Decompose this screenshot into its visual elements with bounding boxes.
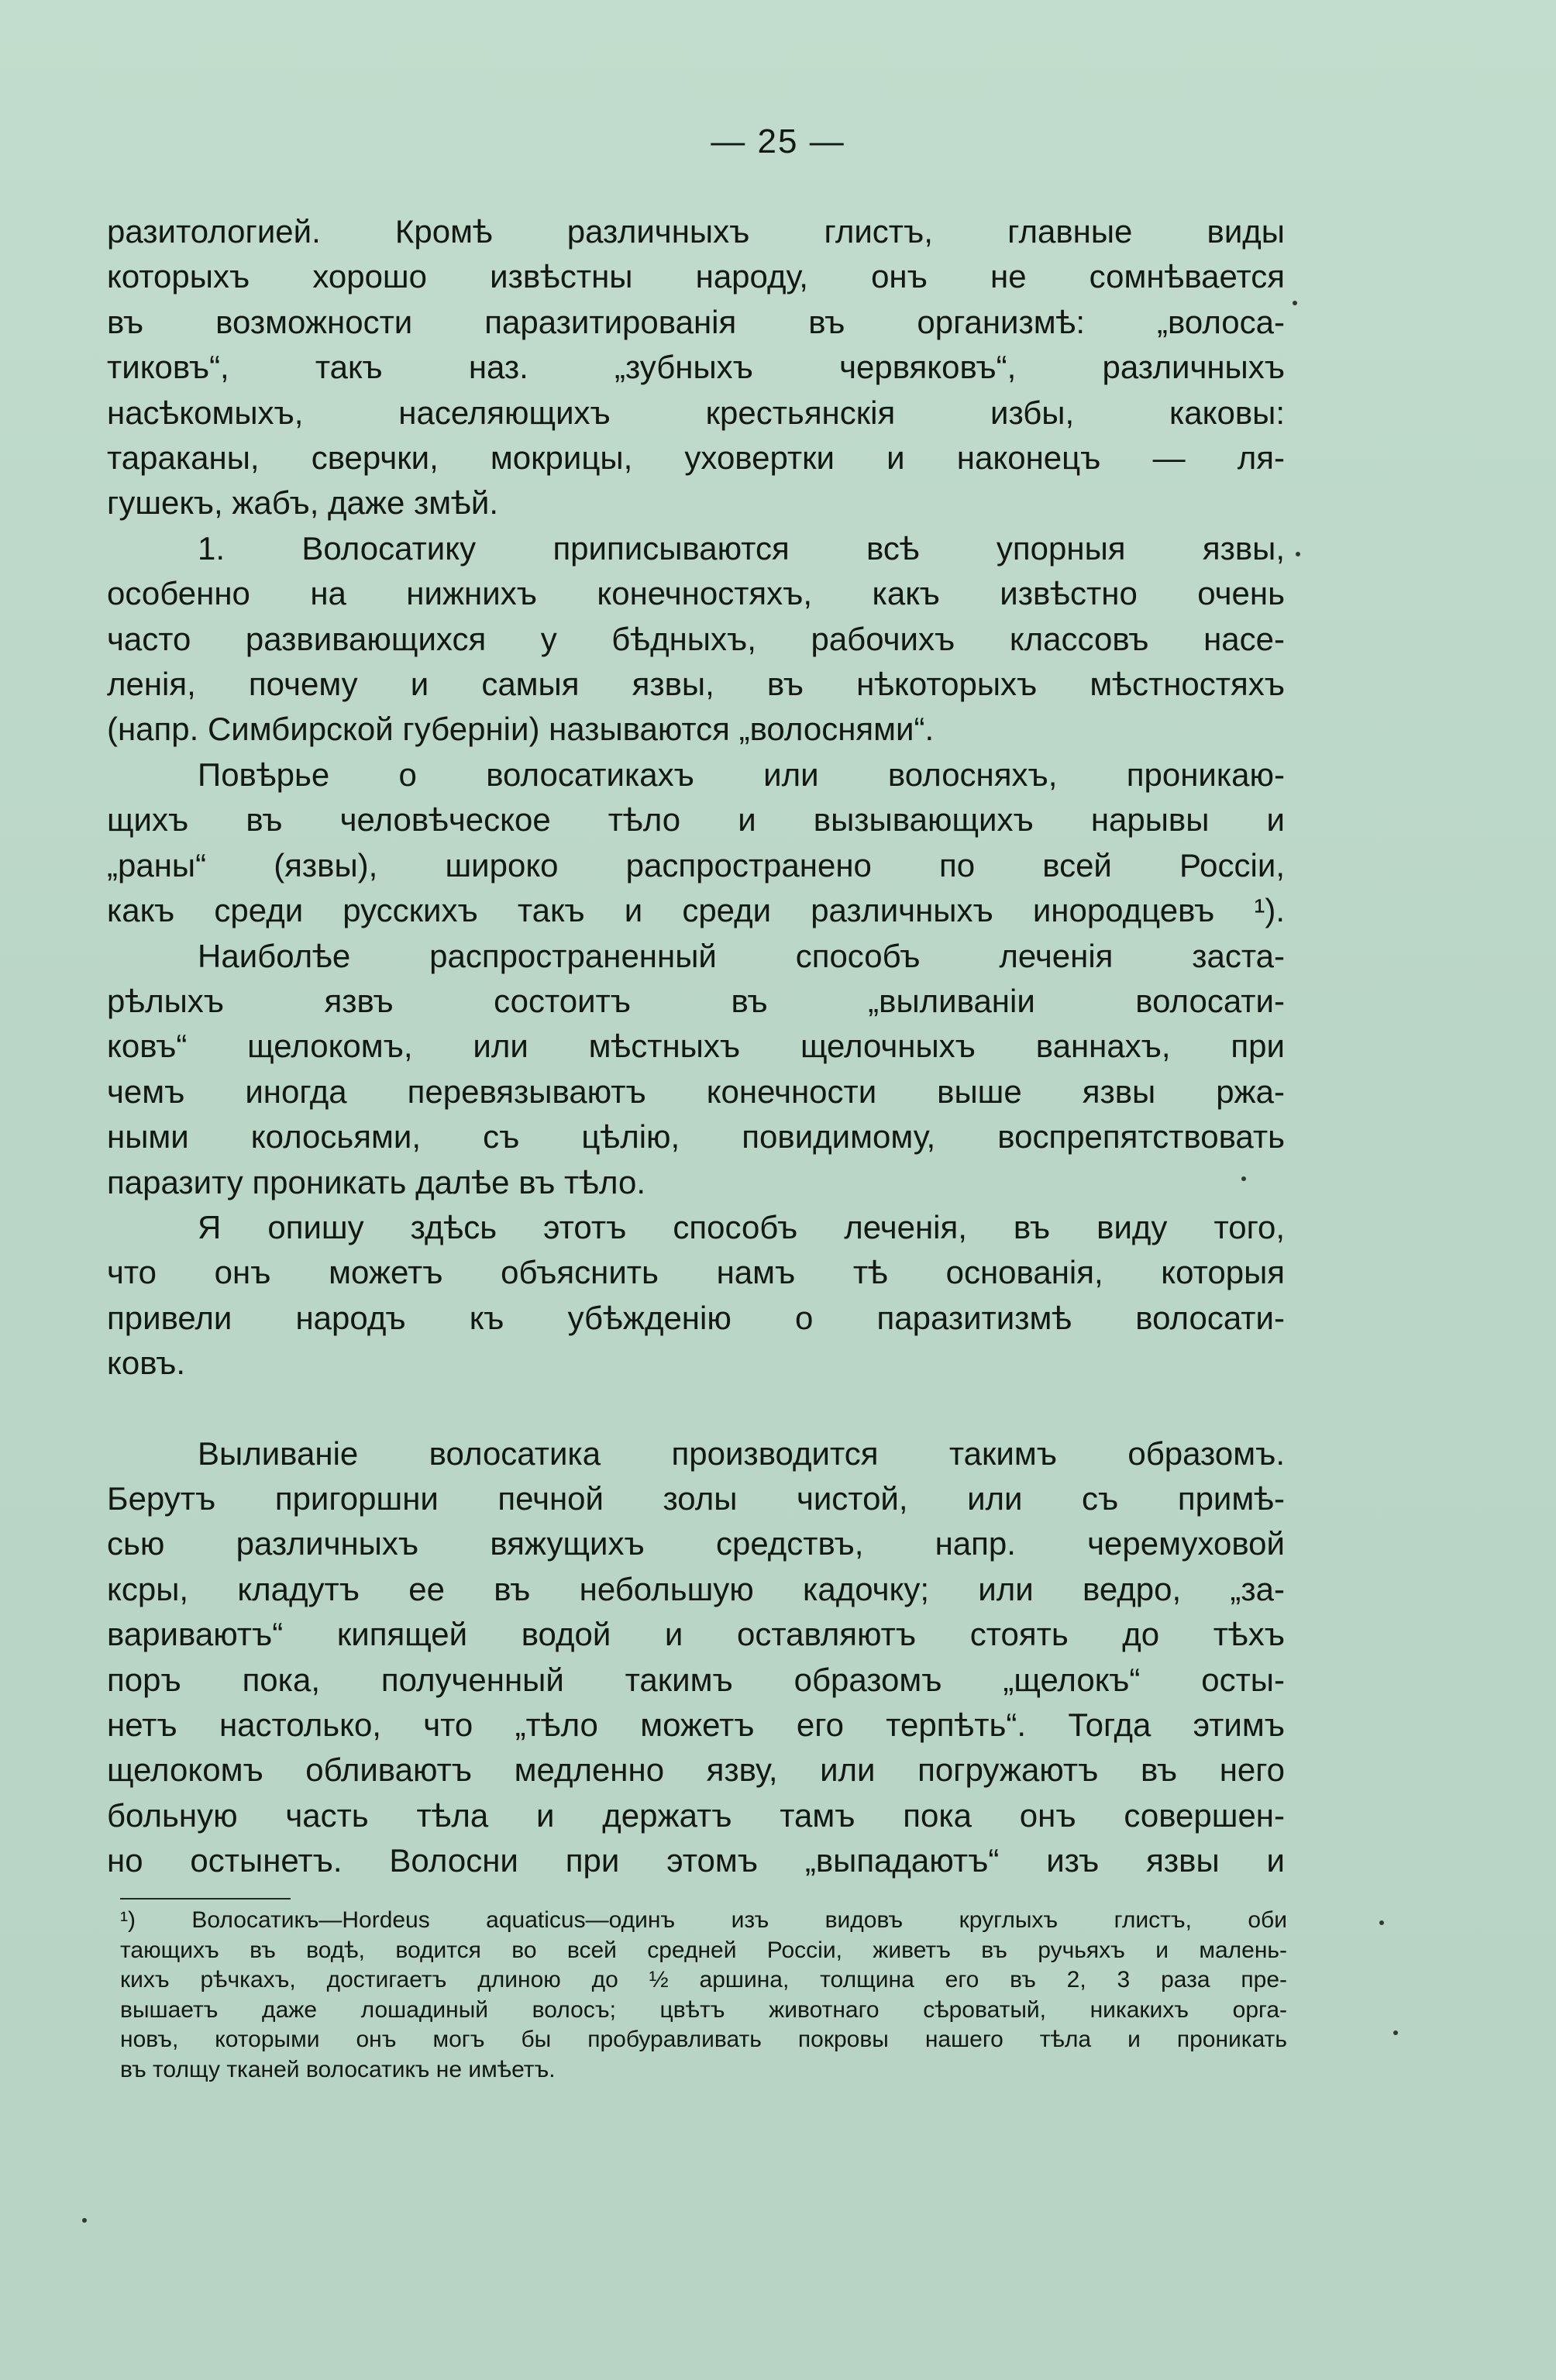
text-line: рѣлыхъ язвъ состоитъ въ „выливаніи волосати- xyxy=(107,982,1285,1019)
text-line: нетъ настолько, что „тѣло можетъ его терпѣть“. Тогда этимъ xyxy=(107,1707,1285,1743)
text-line: ковъ. xyxy=(107,1345,186,1382)
text-line: ными колосьями, съ цѣлію, повидимому, воспрепятствовать xyxy=(107,1118,1285,1156)
text-line: поръ пока, полученный такимъ образомъ „щелокъ“ осты- xyxy=(107,1661,1285,1698)
paragraph-gap xyxy=(107,1386,1285,1431)
text-line: ленія, почему и самыя язвы, въ нѣкоторыхъ мѣстностяхъ xyxy=(107,666,1285,703)
text-line: Повѣрье о волосатикахъ или волосняхъ, проникаю- xyxy=(198,756,1285,793)
footnote-line: вышаетъ даже лошадиный волосъ; цвѣтъ животнаго сѣроватый, никакихъ орга- xyxy=(120,1996,1287,2023)
text-line: особенно на нижнихъ конечностяхъ, какъ извѣстно очень xyxy=(107,575,1285,612)
footnote-line: тающихъ въ водѣ, водится во всей средней Россіи, живетъ въ ручьяхъ и малень- xyxy=(120,1937,1287,1963)
footnote-line: въ толщу тканей волосатикъ не имѣетъ. xyxy=(120,2056,556,2082)
text-line: какъ среди русскихъ такъ и среди различныхъ инородцевъ ¹). xyxy=(107,892,1285,929)
body-text xyxy=(107,209,1285,1884)
text-line: сью различныхъ вяжущихъ средствъ, напр. черемуховой xyxy=(107,1525,1285,1562)
text-line: насѣкомыхъ, населяющихъ крестьянскія избы, каковы: xyxy=(107,394,1285,431)
paper-speck xyxy=(1293,301,1297,305)
text-line: чемъ иногда перевязываютъ конечности выше язвы ржа- xyxy=(107,1073,1285,1110)
text-line: что онъ можетъ объяснить намъ тѣ основанія, которыя xyxy=(107,1254,1285,1291)
paper-speck xyxy=(1379,1920,1384,1925)
text-line: Выливаніе волосатика производится такимъ образомъ. xyxy=(198,1435,1285,1472)
page-number: — 25 — xyxy=(711,122,845,160)
paper-speck xyxy=(1393,2030,1398,2035)
text-line: Наиболѣе распространенный способъ леченія заста- xyxy=(198,937,1285,974)
footnote xyxy=(120,1906,1287,2086)
text-line: паразиту проникать далѣе въ тѣло. xyxy=(107,1163,646,1200)
paper-speck xyxy=(1241,1176,1246,1181)
text-line: тиковъ“, такъ наз. „зубныхъ червяковъ“, различныхъ xyxy=(107,349,1285,386)
paper-speck xyxy=(82,2218,87,2223)
text-line: но остынетъ. Волосни при этомъ „выпадаютъ“ изъ язвы и xyxy=(107,1842,1285,1879)
text-line: часто развивающихся у бѣдныхъ, рабочихъ классовъ насе- xyxy=(107,620,1285,657)
text-line: вариваютъ“ кипящей водой и оставляютъ стоять до тѣхъ xyxy=(107,1616,1285,1653)
footnote-rule xyxy=(120,1898,291,1900)
text-line: которыхъ хорошо извѣстны народу, онъ не сомнѣвается xyxy=(107,258,1285,295)
text-line: больную часть тѣла и держатъ тамъ пока онъ совершен- xyxy=(107,1796,1285,1834)
text-line: Я опишу здѣсь этотъ способъ леченія, въ виду того, xyxy=(198,1208,1285,1245)
footnote-line: кихъ рѣчкахъ, достигаетъ длиною до ½ аршина, толщина его въ 2, 3 раза пре- xyxy=(120,1967,1287,1993)
text-line: гушекъ, жабъ, даже змѣй. xyxy=(107,484,499,522)
text-line: ковъ“ щелокомъ, или мѣстныхъ щелочныхъ ваннахъ, при xyxy=(107,1028,1285,1065)
text-line: въ возможности паразитированія въ организмѣ: „волоса- xyxy=(107,303,1285,340)
text-line: привели народъ къ убѣжденію о паразитизмѣ волосати- xyxy=(107,1299,1285,1336)
text-line: щихъ въ человѣческое тѣло и вызывающихъ нарывы и xyxy=(107,801,1285,839)
text-line: щелокомъ обливаютъ медленно язву, или погружаютъ въ него xyxy=(107,1751,1285,1789)
footnote-line: новъ, которыми онъ могъ бы пробуравливать покровы нашего тѣла и проникать xyxy=(120,2027,1287,2053)
text-line: (напр. Симбирской губерніи) называются „волоснями“. xyxy=(107,711,935,748)
text-line: тараканы, сверчки, мокрицы, уховертки и наконецъ — ля- xyxy=(107,439,1285,477)
text-line: „раны“ (язвы), широко распространено по всей Россіи, xyxy=(107,846,1285,883)
footnote-line: ¹) Волосатикъ—Hordeus aquaticus—одинъ изъ видовъ круглыхъ глистъ, оби xyxy=(120,1907,1287,1933)
text-line: Берутъ пригоршни печной золы чистой, или съ примѣ- xyxy=(107,1479,1285,1517)
text-line: ксры, кладутъ ее въ небольшую кадочку; или ведро, „за- xyxy=(107,1570,1285,1607)
text-line: 1. Волосатику приписываются всѣ упорныя язвы, xyxy=(198,529,1285,567)
text-line: разитологией. Кромѣ различныхъ глистъ, главные виды xyxy=(107,213,1285,250)
paper-speck xyxy=(1296,552,1300,556)
